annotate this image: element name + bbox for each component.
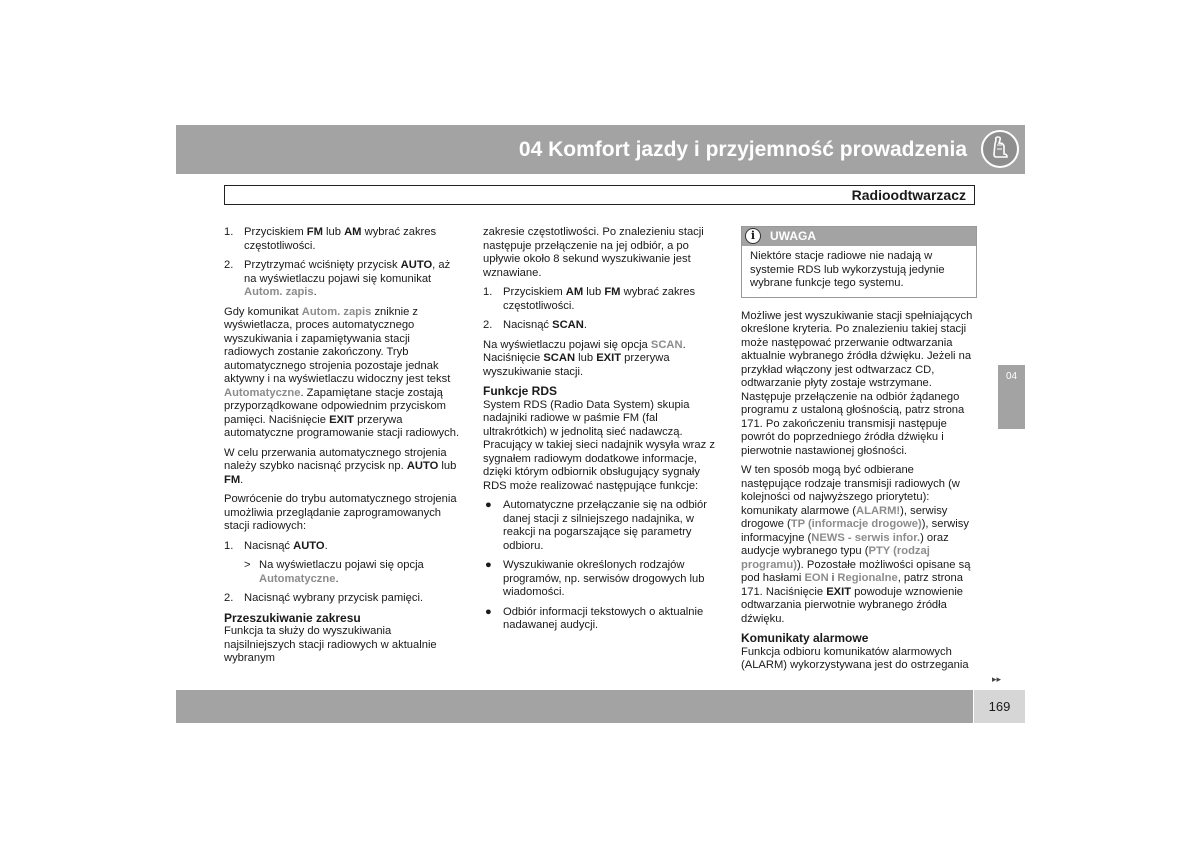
paragraph: Możliwe jest wyszukiwanie stacji spełniających określone kryteria. Po znalezieniu takiej stacji może następować przerwanie odtwarzania aktualnie wybranego źródła dźwięku. Jeżeli na przykład włączony jest odtwarzacz CD, odtwarzanie płyty zostaje wstrzymane. Następuje przełączenie na odbiór żądanego programu z ustaloną głośnością, patrz strona 171. Po zakończeniu transmisji następuje powrót do poprzedniego źródła dźwięku i pierwotnie nastawionej głośności. <box>741 309 973 457</box>
list-item: 2. Przytrzymać wciśnięty przycisk AUTO, aż na wyświetlaczu pojawi się komunikat Autom. zapis. <box>224 259 451 298</box>
list-item: 2. Nacisnąć wybrany przycisk pamięci. <box>224 592 424 604</box>
list-item: 1. Nacisnąć AUTO. <box>224 539 328 552</box>
chapter-title: 04 Komfort jazdy i przyjemność prowadzenia <box>518 138 967 161</box>
next-page-marker: ▸▸ <box>992 674 1002 684</box>
subheading: Przeszukiwanie zakresu <box>224 610 361 625</box>
subheading: Funkcje RDS <box>483 384 558 398</box>
bullet-item: ● Wyszukiwanie określonych rodzajów programów, np. serwisów drogowych lub wiadomości. <box>485 559 705 598</box>
list-item: 2. Nacisnąć SCAN. <box>483 319 587 331</box>
note-header <box>742 227 976 246</box>
note-body: Niektóre stacje radiowe nie nadają w systemie RDS lub wykorzystują jedynie wybrane funkcje tego systemu. <box>750 250 945 289</box>
info-icon: i <box>745 228 761 244</box>
list-item: 1. Przyciskiem AM lub FM wybrać zakres częstotliwości. <box>483 286 696 312</box>
paragraph: Funkcja odbioru komunikatów alarmowych (ALARM) wykorzystywana jest do ostrzegania <box>741 645 969 671</box>
bullet-item: ● Odbiór informacji tekstowych o aktualnie nadawanej audycji. <box>485 605 704 631</box>
column-3 <box>741 226 977 679</box>
column-2 <box>483 226 718 639</box>
paragraph: Funkcja ta służy do wyszukiwania najsilniejszych stacji radiowych w aktualnie wybranym <box>224 625 437 664</box>
bullet-item: ● Automatyczne przełączanie się na odbiór danej stacji z silniejszego nadajnika, w reakcji na pogarszające się parametry odbioru. <box>485 499 707 552</box>
footer-band <box>176 690 973 723</box>
chapter-side-tab <box>998 365 1025 429</box>
note-title: UWAGA <box>770 229 816 243</box>
paragraph: W ten sposób mogą być odbierane następujące rodzaje transmisji radiowych (w kolejności od najwyższego priorytetu): komunikaty alarmowe (ALARM!), serwisy drogowe (TP (informacje drogowe)), serwisy informacyjne (NEWS - serwis infor.) oraz audycje wybranego typu (PTY (rodzaj programu)). Pozostałe możliwości opisane są pod hasłami EON i Regionalne, patrz strona 171. Naciśnięcie EXIT powoduje wznowienie odtwarzania pierwotnie wybranego źródła dźwięku. <box>741 464 971 625</box>
side-tab-label: 04 <box>1005 371 1018 382</box>
paragraph: W celu przerwania automatycznego strojenia należy szybko nacisnąć przycisk np. AUTO lub FM. <box>224 446 457 486</box>
sub-list-item: > Na wyświetlaczu pojawi się opcja Automatyczne. <box>244 559 424 585</box>
page-number: 169 <box>988 699 1011 714</box>
seat-icon <box>981 130 1019 168</box>
section-bar <box>224 185 975 205</box>
section-title: Radioodtwarzacz <box>851 187 966 203</box>
page-number-box <box>974 690 1025 723</box>
column-1 <box>224 226 460 672</box>
note-box <box>741 226 977 298</box>
paragraph: zakresie częstotliwości. Po znalezieniu stacji następuje przełączenie na jej odbiór, a po upływie około 8 sekund wyszukiwanie jest wznawiane. <box>483 226 704 279</box>
paragraph: Na wyświetlaczu pojawi się opcja SCAN. Naciśnięcie SCAN lub EXIT przerywa wyszukiwanie stacji. <box>483 338 686 378</box>
list-item: 1. Przyciskiem FM lub AM wybrać zakres częstotliwości. <box>224 226 437 252</box>
subheading: Komunikaty alarmowe <box>741 631 869 645</box>
paragraph: Powrócenie do trybu automatycznego strojenia umożliwia przeglądanie zaprogramowanych stacji radiowych: <box>224 493 457 532</box>
paragraph: System RDS (Radio Data System) skupia nadajniki radiowe w paśmie FM (fal ultrakrótkich) w jednolitą sieć nadawczą. Pracujący w takiej sieci nadajnik wysyła wraz z sygnałem radiowym dodatkowe informacje, dzięki którym odbiornik obsługujący sygnały RDS może realizować następujące funkcje: <box>483 398 715 492</box>
paragraph: Gdy komunikat Autom. zapis zniknie z wyświetlacza, proces automatycznego wyszukiwania i zapamiętywania stacji radiowych zostanie zakończony. Tryb automatycznego strojenia pozostaje jednak aktywny i na wyświetlaczu widoczny jest tekst Automatyczne. Zapamiętane stacje zostają przyporządkowane odpowiednim przyciskom pamięci. Naciśnięcie EXIT przerywa automatyczne programowanie stacji radiowych. <box>224 305 460 439</box>
